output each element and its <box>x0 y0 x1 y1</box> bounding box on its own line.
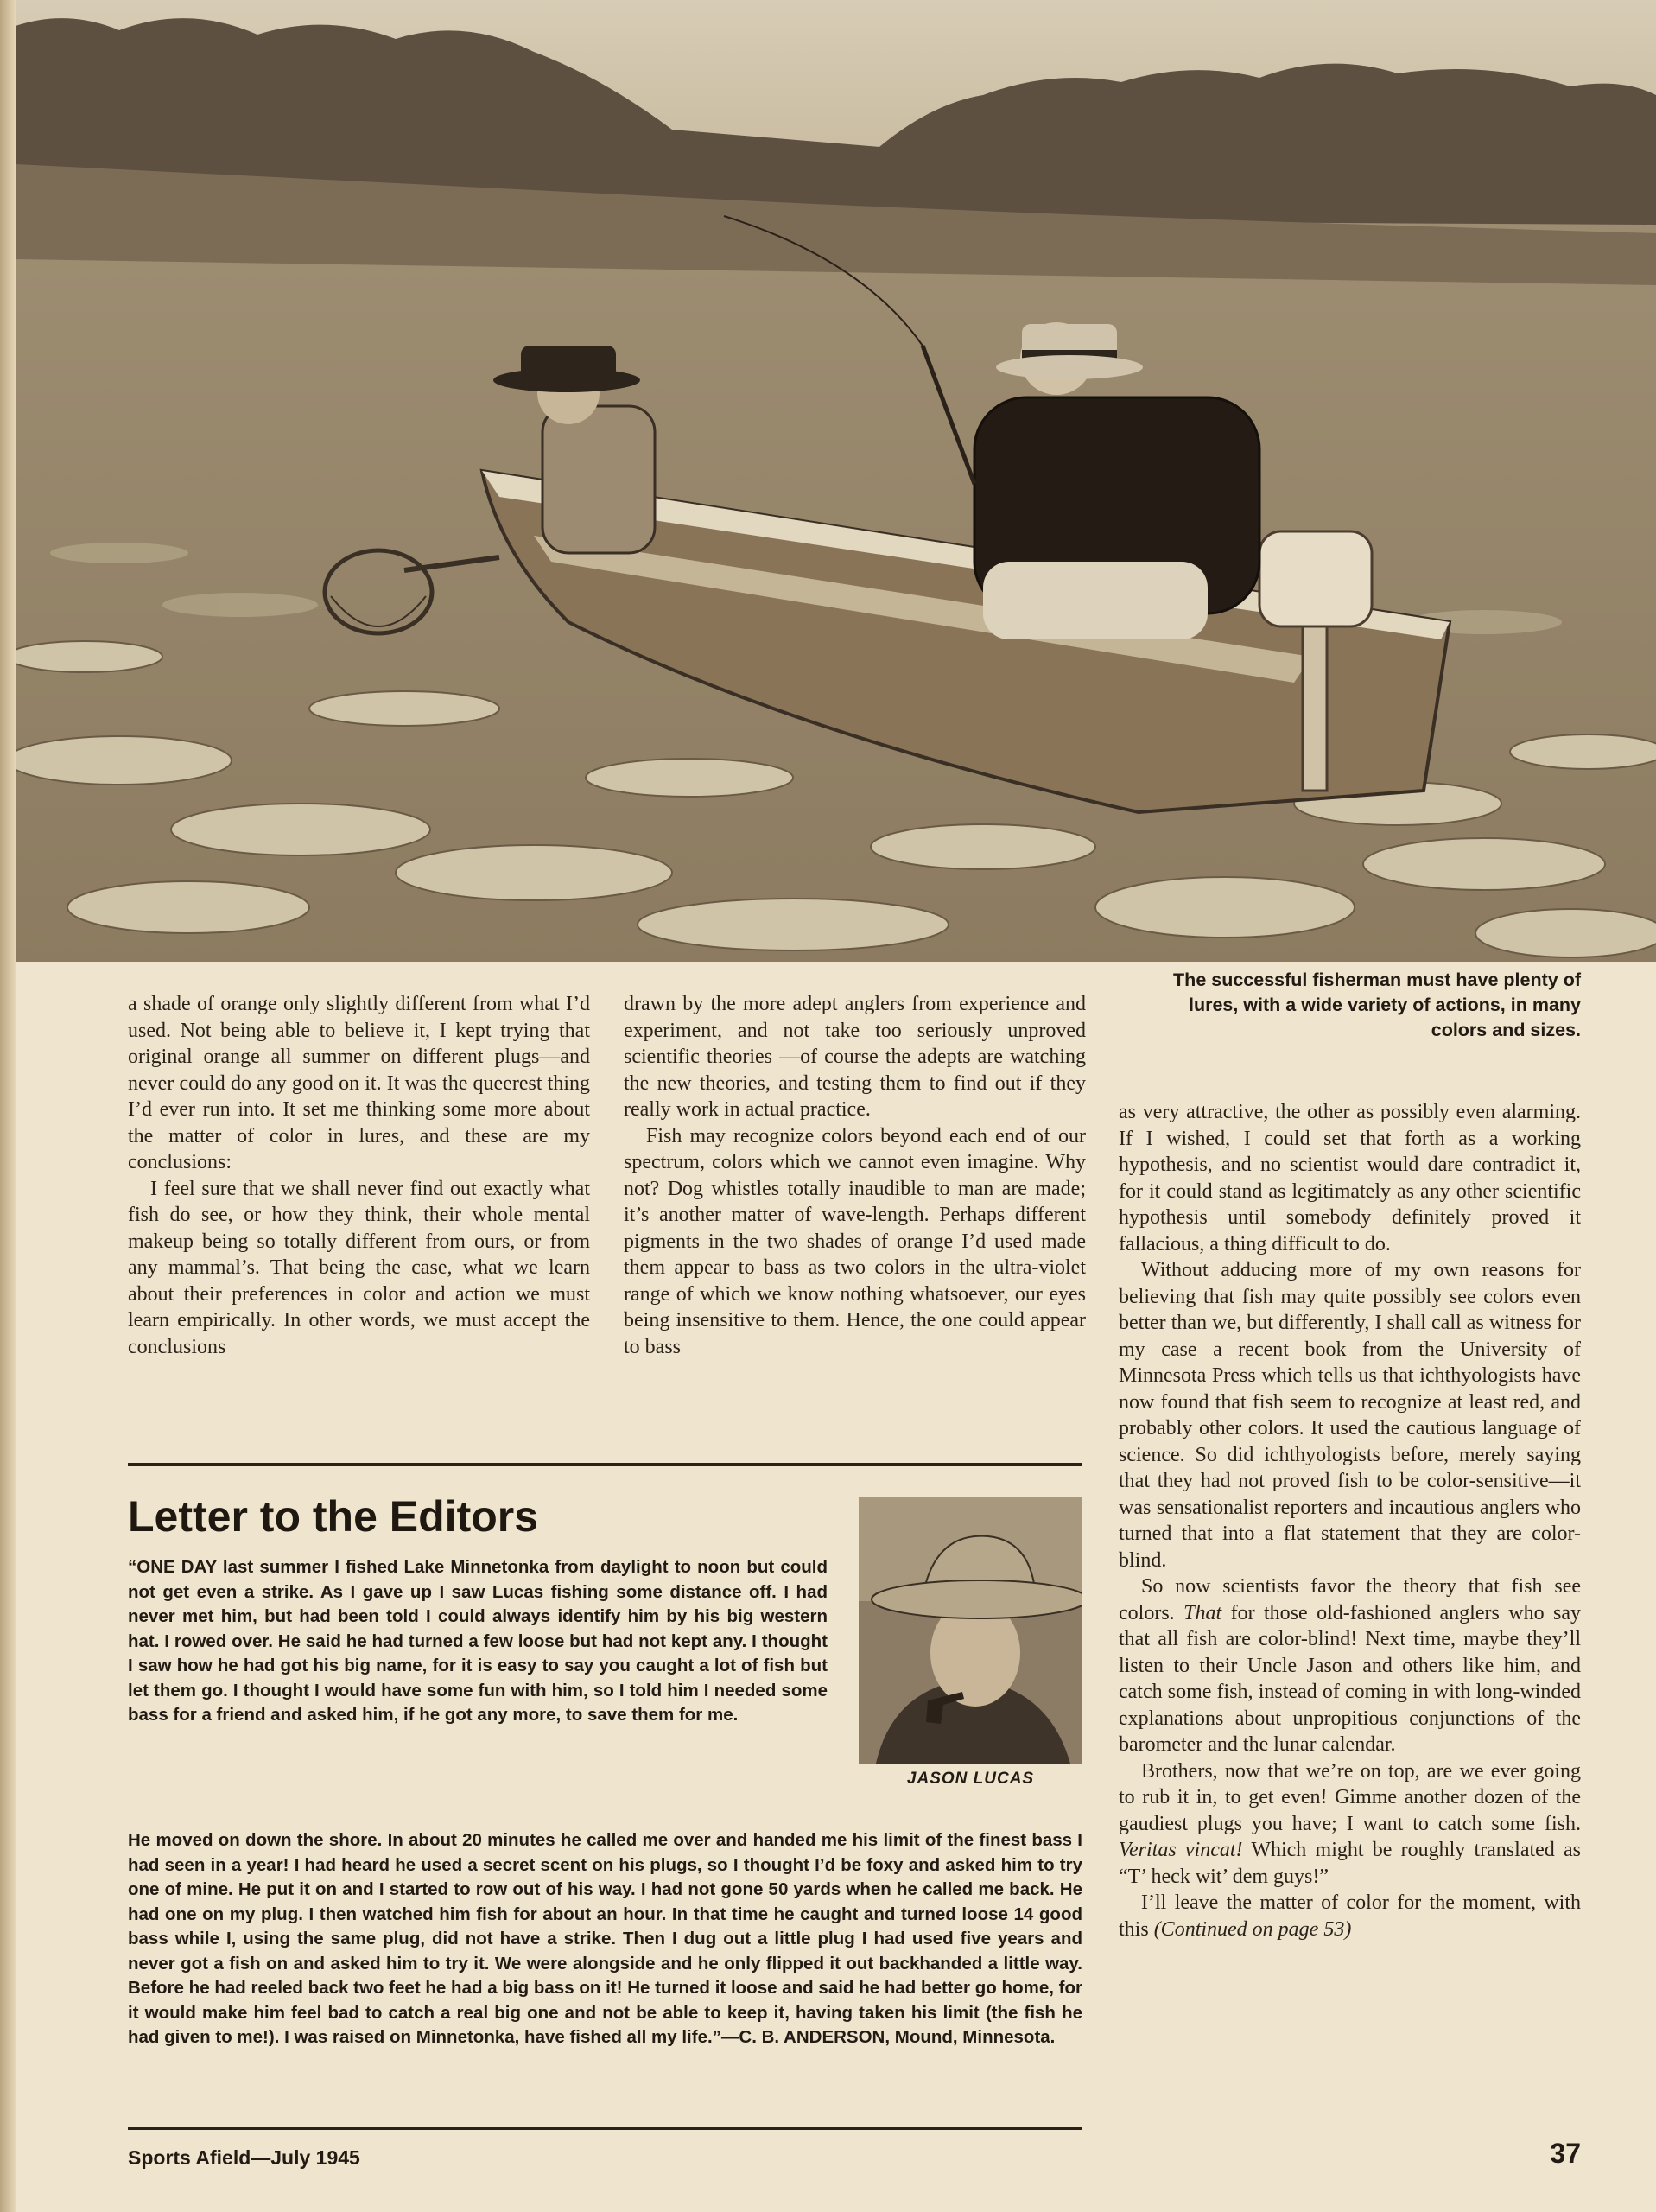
letter-text-part-2: He moved on down the shore. In about 20 minutes he called me over and handed me his limit of the finest bass I had seen in a year! I had heard he used a secret scent on his plugs, so I thought I’d be foxy and asked him to try one of mine. He put it on and I started to row out of his way. I had not gone 50 yards when he called me back. He had one on my plug. I then watched him fish for about an hour. In that time he caught and turned loose 14 good bass while I, using the same plug, did not have a strike. Then I dug out a little plug I had used five years and never got a fish on and asked him to try it. We were alongside and he only flipped it out backhanded a little way. Before he had reeled back two feet he had a big bass on it! He turned it loose and said he had better go home, for it would make him feel bad to catch a real big one and not be able to keep it, having taken his limit (the fish he had given to me!). I was raised on Minnetonka, have fished all my life.”—C. B. ANDERSON, Mound, Minnesota. <box>128 1830 1082 2047</box>
col3-paragraph-1: as very attractive, the other as possibly even alarming. If I wished, I could set that forth as a working hypothesis, and no scientist would dare contradict it, for it could stand as legitimately as any other scientific hypothesis until somebody definitely proved it fallacious, a thing difficult to do. <box>1119 1101 1581 1255</box>
col3-paragraph-5 <box>1119 1890 1581 1942</box>
photo-caption: The successful fisherman must have plenty of lures, with a wide variety of actions, in many colors and sizes. <box>1173 969 1581 1040</box>
page-edge <box>0 0 16 2212</box>
col3-p3-text-b: for those old-fashioned anglers who say that all fish are color-blind! Next time, maybe they’ll listen to their Uncle Jason and others like him, and catch some fish, instead of coming in with long-winded explanations about unpropitious conjunctions of the barometer and the lunar calendar. <box>1119 1601 1582 1756</box>
letter-bottom-rule <box>128 2127 1082 2130</box>
letter-text-part-1: “ONE DAY last summer I fished Lake Minnetonka from daylight to noon but could not get even a strike. As I gave up I saw Lucas fishing some distance off. I had never met him, but had been told I could always identify him by his big western hat. I rowed over. He said he had turned a few loose but had not kept any. I thought I saw how he had got his big name, for it is easy to say you caught a lot of fish but let them go. I thought I would have some fun with him, so I told him I needed some bass for a friend and asked him, if he got any more, to save them for me. <box>128 1557 828 1725</box>
col3-p3-text-a: So now scientists favor the theory that fish see colors. <box>1119 1575 1581 1624</box>
col1-paragraph-2: I feel sure that we shall never find out exactly what fish do see, or how they think, their whole mental makeup being so totally different from ours, or from any mammal’s. That being the case, what we learn about their preferences in color and action we must learn empirically. In other words, we must accept the conclusions <box>128 1177 590 1358</box>
col3-paragraph-4 <box>1119 1758 1581 1891</box>
col2-paragraph-1: drawn by the more adept anglers from experience and experiment, and not take too seriously unproved scientific theories —of course the adepts are watching the new theories, and testing them to find out if they really work in actual practice. <box>624 993 1086 1121</box>
col3-paragraph-2: Without adducing more of my own reasons for believing that fish may quite possibly see colors even better than we, but differently, I shall call as witness for my case a recent book from the University of Minnesota Press which tells us that ichthyologists have now found that fish seem to recognize at least red, and probably other colors. It used the cautious language of science. So did ichthyologists before, merely saying that they had not proved fish to be color-sensitive—it was sensationalist reporters and incautious anglers who turned that into a flat statement that they are color-blind. <box>1119 1259 1581 1572</box>
letter-top-rule <box>128 1463 1082 1466</box>
col3-paragraph-3 <box>1119 1573 1581 1758</box>
jason-lucas-photo <box>859 1497 1082 1764</box>
col3-p4-emphasis: Veritas vincat! <box>1119 1839 1243 1861</box>
jason-lucas-caption: JASON LUCAS <box>906 1770 1035 1788</box>
col1-paragraph-1: a shade of orange only slightly different from what I’d used. Not being able to believe it, I kept trying that original orange all summer on different plugs—and never could do any good on it. It was the queerest thing I’d ever run into. It set me thinking some more about the matter of color in lures, and these are my conclusions: <box>128 993 590 1173</box>
article-column-1 <box>128 991 590 1360</box>
col3-p4-text-a: Brothers, now that we’re on top, are we ever going to rub it in, to get even! Gimme another dozen of the gaudiest plugs you have; I want to catch some fish. <box>1119 1759 1581 1835</box>
fishing-photo <box>16 0 1656 962</box>
letter-title: Letter to the Editors <box>128 1492 539 1541</box>
article-column-3 <box>1119 1099 1581 2179</box>
jason-lucas-portrait <box>859 1497 1082 1764</box>
continued-on-page-link: (Continued on page 53) <box>1153 1917 1352 1941</box>
col3-p5-text-a: I’ll leave the matter of color for the moment, with this <box>1119 1891 1581 1941</box>
fishing-photo-illustration <box>16 0 1656 962</box>
col2-paragraph-2: Fish may recognize colors beyond each end of our spectrum, colors which we cannot even imagine. Why not? Dog whistles totally inaudible to man are made; it’s another matter of wave-length. Perhaps different pigments in the two shades of orange I’d used made them appear to bass as two colors in the ultra-violet range of which we know nothing whatsoever, our eyes being insensitive to them. Hence, the one could appear to bass <box>624 1124 1086 1358</box>
col3-p3-emphasis: That <box>1183 1601 1222 1624</box>
page-number: 37 <box>1550 2138 1581 2169</box>
publication-footer: Sports Afield—July 1945 <box>128 2146 360 2169</box>
article-column-2 <box>624 991 1086 1360</box>
col3-p4-text-b: Which might be roughly translated as “T’ heck wit’ dem guys!” <box>1119 1839 1581 1888</box>
